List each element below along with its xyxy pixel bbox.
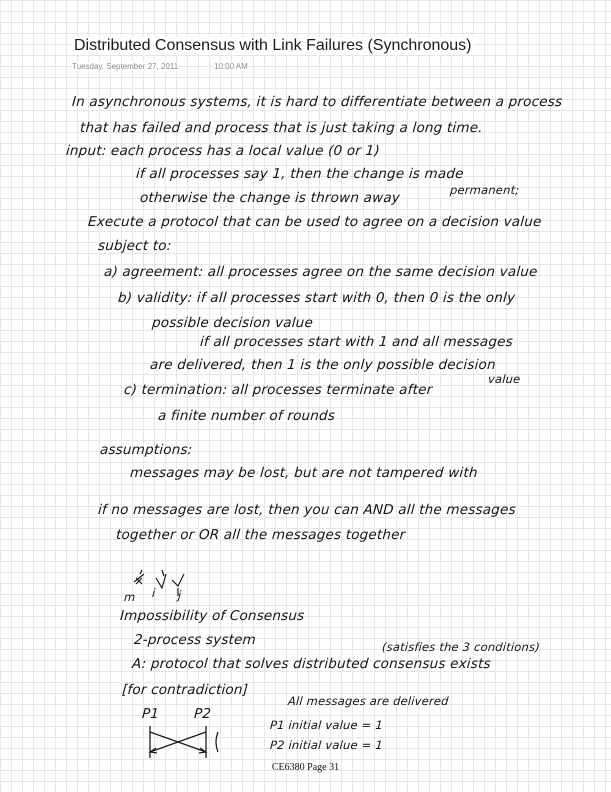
note-line: [for contradiction] (121, 682, 249, 698)
note-line: A: protocol that solves distributed consensus exists (131, 656, 492, 672)
note-line: possible decision value (151, 315, 314, 331)
note-line: if all processes start with 1 and all messages (199, 334, 514, 350)
note-line: value (487, 372, 521, 386)
note-line: subject to: (97, 238, 173, 254)
note-line: are delivered, then 1 is the only possible decision (149, 357, 497, 373)
note-line: assumptions: (99, 442, 194, 458)
note-line: if all processes say 1, then the change is made (135, 166, 465, 182)
page-footer: CE6380 Page 31 (271, 762, 340, 773)
process-label-p1: P1 (141, 706, 160, 722)
sketch-label-i: i (151, 586, 156, 600)
note-line: P2 initial value = 1 (269, 738, 384, 752)
sketch-label-j: j (177, 588, 182, 602)
note-line: messages may be lost, but are not tampered with (129, 465, 479, 481)
note-line: a finite number of rounds (157, 408, 336, 424)
note-line: (satisfies the 3 conditions) (381, 640, 541, 654)
message-sketch (126, 566, 206, 600)
note-line: permanent; (449, 183, 520, 197)
process-exchange-diagram (140, 724, 230, 760)
note-line: In asynchronous systems, it is hard to differentiate between a process (71, 94, 563, 110)
note-line: c) termination: all processes terminate after (123, 382, 433, 398)
note-line: 2-process system (133, 632, 257, 648)
process-label-p2: P2 (193, 706, 212, 722)
page-date: Tuesday, September 27, 2011 (72, 62, 179, 71)
note-line: otherwise the change is thrown away (139, 190, 401, 206)
page-title: Distributed Consensus with Link Failures (Synchronous) (74, 37, 472, 54)
note-line: if no messages are lost, then you can AND all the messages (97, 502, 517, 518)
note-line: Execute a protocol that can be used to agree on a decision value (87, 214, 543, 230)
note-line: b) validity: if all processes start with 0, then 0 is the only (117, 290, 516, 306)
note-line: All messages are delivered (287, 694, 450, 708)
note-line: that has failed and process that is just taking a long time. (79, 120, 484, 136)
note-line: P1 initial value = 1 (269, 718, 384, 732)
note-line: input: each process has a local value (0 or 1) (65, 143, 381, 159)
sketch-label-m: m (123, 590, 136, 604)
section-heading: Impossibility of Consensus (119, 608, 305, 624)
note-line: a) agreement: all processes agree on the same decision value (103, 264, 539, 280)
page-time: 10:00 AM (214, 62, 248, 71)
note-line: together or OR all the messages together (115, 527, 407, 543)
